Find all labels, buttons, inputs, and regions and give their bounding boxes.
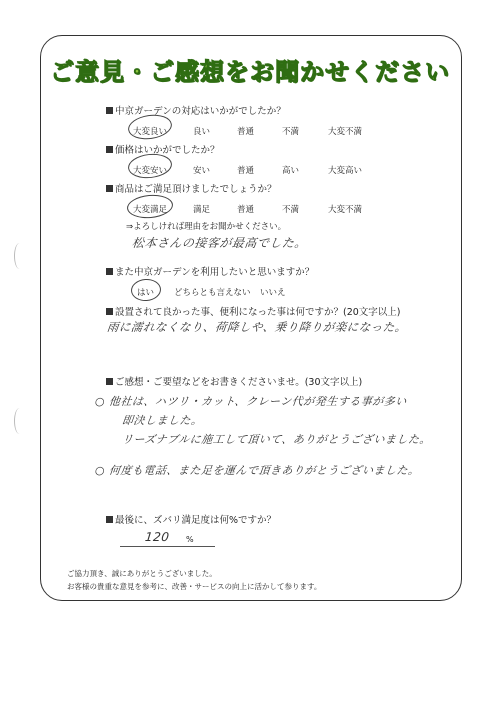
option-dissatisfied[interactable]: 不満 [282, 205, 300, 215]
option-no[interactable]: いいえ [260, 288, 286, 298]
option-cheap[interactable]: 安い [193, 166, 211, 176]
option-very-cheap[interactable]: 大変安い [133, 166, 168, 176]
question-comments: ご感想・ご要望などをお書きくださいませ。(30文字以上) [106, 374, 362, 388]
handwritten-comment-line: リーズナブルに施工して頂いて、ありがとうございました。 [121, 433, 432, 446]
option-normal[interactable]: 普通 [237, 166, 255, 176]
option-very-satisfied[interactable]: 大変満足 [133, 205, 168, 215]
option-very-good[interactable]: 大変良い [133, 127, 168, 137]
option-very-dissatisfied[interactable]: 大変不満 [328, 205, 363, 215]
handwritten-comment-line: ○ 何度も電話、また足を運んで頂きありがとうございました。 [94, 464, 421, 477]
footer-thanks: ご協力頂き、誠にありがとうございました。 [67, 569, 217, 578]
option-yes[interactable]: はい [137, 288, 155, 298]
question-product: 商品はご満足頂けましたでしょうか？ [106, 181, 277, 195]
footer-improvement: お客様の貴重な意見を参考に、改善・サービスの向上に活かして参ります。 [67, 582, 322, 591]
reason-prompt: ⇒よろしければ理由をお聞かせください。 [126, 222, 287, 232]
punch-hole-mark [14, 408, 25, 434]
question-service: 中京ガーデンの対応はいかがでしたか？ [106, 103, 286, 117]
option-very-dissatisfied[interactable]: 大変不満 [328, 127, 363, 137]
satisfaction-underline [120, 546, 215, 547]
handwritten-reason: 松本さんの接客が最高でした。 [131, 236, 308, 250]
option-very-expensive[interactable]: 大変高い [328, 166, 363, 176]
option-normal[interactable]: 普通 [237, 127, 255, 137]
handwritten-satisfaction-value: 120 [144, 530, 171, 544]
option-satisfied[interactable]: 満足 [193, 205, 211, 215]
question-benefits: 設置されて良かった事、便利になった事は何ですか？(20文字以上) [106, 304, 401, 318]
option-neither[interactable]: どちらとも言えない [174, 288, 251, 298]
option-dissatisfied[interactable]: 不満 [282, 127, 300, 137]
handwritten-comment-line: ○ 他社は、ハツリ・カット、クレーン代が発生する事が多い [94, 395, 408, 408]
survey-title: ご意見・ご感想をお聞かせください [50, 58, 450, 86]
question-satisfaction: 最後に、ズバリ満足度は何%ですか？ [106, 512, 276, 526]
option-good[interactable]: 良い [193, 127, 211, 137]
satisfaction-unit: % [186, 535, 194, 544]
punch-hole-mark [14, 243, 25, 269]
handwritten-comment-line: 即決しました。 [121, 414, 204, 427]
question-reuse: また中京ガーデンを利用したいと思いますか？ [106, 264, 314, 278]
question-price: 価格はいかがでしたか？ [106, 142, 220, 156]
option-normal[interactable]: 普通 [237, 205, 255, 215]
handwritten-benefits: 雨に濡れなくなり、荷降しや、乗り降りが楽になった。 [106, 320, 408, 334]
option-expensive[interactable]: 高い [282, 166, 300, 176]
